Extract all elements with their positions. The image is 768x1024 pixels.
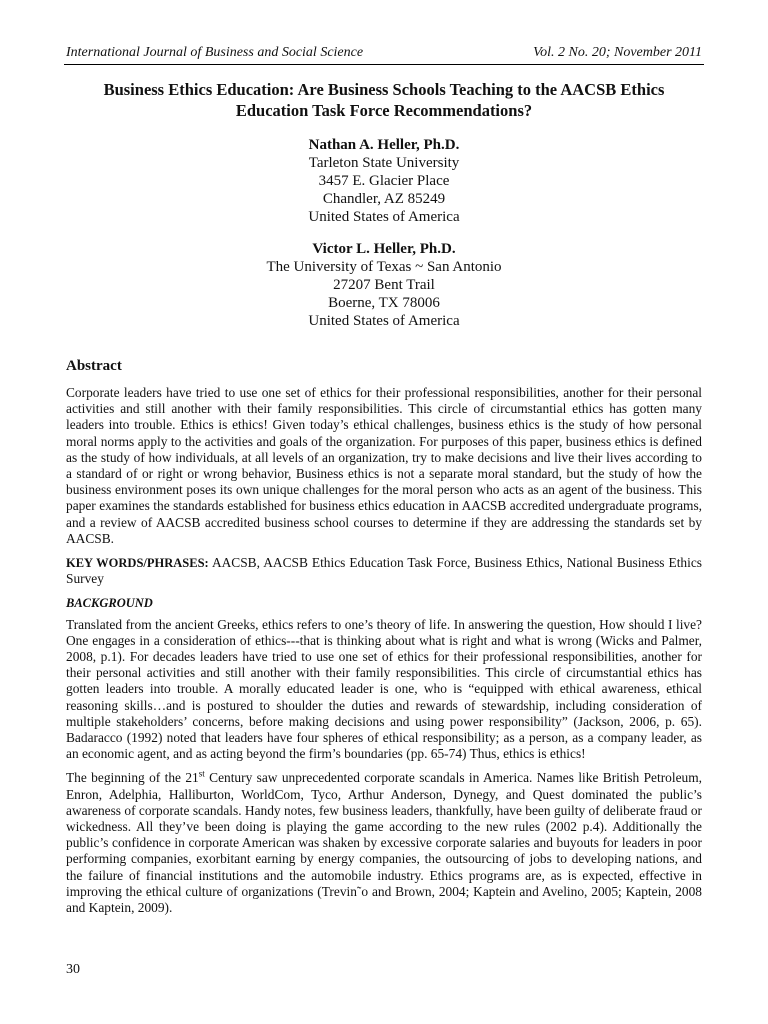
author-name: Nathan A. Heller, Ph.D.	[308, 137, 460, 153]
keywords	[66, 555, 702, 587]
author-country: United States of America	[308, 209, 460, 225]
abstract-heading: Abstract	[66, 358, 122, 374]
background-paragraph-2	[66, 770, 702, 916]
author-street: 3457 E. Glacier Place	[318, 173, 450, 189]
header-rule	[64, 64, 704, 65]
superscript-st: st	[198, 769, 205, 779]
journal-name: International Journal of Business and Social Science	[66, 45, 364, 60]
author-block	[0, 240, 768, 330]
author-street: 27207 Bent Trail	[333, 277, 435, 293]
author-country: United States of America	[308, 313, 460, 329]
background-paragraph-1: Translated from the ancient Greeks, ethics refers to one’s theory of life. In answering the question, How should I live? One engages in a consideration of ethics---that is thinking about what is right and what is wrong (Wicks and Palmer, 2008, p.1). For decades leaders have tried to use one set of ethics for their professional responsibilities, another for their personal activities and still another with their family responsibilities. This circle of circumstantial ethics has gotten leaders into trouble. A morally educated leader is one, who is “equipped with ethical awareness, ethical reasoning skills…and is postured to shoulder the duties and rewards of stewardship, including consideration of multiple stakeholders’ concerns, before making decisions and using power responsibility” (Jackson, 2006, p. 65). Badaracco (1992) noted that leaders have four spheres of ethical responsibility; as a person, as a company leader, as an economic agent, and as acting beyond the firm’s boundaries (pp. 65-74) Thus, ethics is ethics!	[66, 616, 702, 762]
body-content	[66, 357, 702, 924]
page-number: 30	[66, 962, 80, 977]
author-city: Chandler, AZ 85249	[322, 191, 446, 207]
abstract-text: Corporate leaders have tried to use one set of ethics for their professional responsibilities, another for their personal activities and still another with their family responsibilities. This circle of circumstantial ethics has gotten many leaders into trouble. Ethics is ethics! Given today’s ethical challenges, business ethics is the study of how personal moral norms apply to the activities and goals of the organization. For purposes of this paper, business ethics is defined as the study of how individuals, at all levels of an organization, try to make decisions and live their lives according to a standard of or right or wrong behavior, Business ethics is not a separate moral standard, but the study of how the business environment poses its own unique challenges for the moral person who acts as an agent of the business. This paper examines the standards established for business ethics education in AACSB accredited undergraduate programs, and a review of AACSB accredited business school courses to determine if they are addressing the standards set by AACSB.	[66, 385, 702, 546]
issue-info: Vol. 2 No. 20; November 2011	[533, 45, 702, 60]
author-affiliation: The University of Texas ~ San Antonio	[266, 259, 502, 275]
para2-start: The beginning of the 21	[66, 770, 199, 786]
author-list	[0, 136, 768, 344]
author-city: Boerne, TX 78006	[328, 295, 440, 311]
author-affiliation: Tarleton State University	[308, 155, 460, 171]
keywords-label: KEY WORDS/PHRASES:	[66, 556, 209, 571]
running-header	[66, 45, 702, 61]
paper-title: Business Ethics Education: Are Business Schools Teaching to the AACSB Ethics Education Task Force Recommendations?	[103, 80, 665, 120]
author-name: Victor L. Heller, Ph.D.	[312, 241, 456, 257]
keywords-text: AACSB, AACSB Ethics Education Task Force, Business Ethics, National Business Ethics Survey	[66, 555, 702, 587]
author-block	[0, 136, 768, 226]
background-heading: BACKGROUND	[66, 596, 153, 611]
para2-rest: Century saw unprecedented corporate scandals in America. Names like British Petroleum, Enron, Adelphia, Halliburton, WorldCom, Tyco, Arthur Anderson, Dynegy, and Quest dominated the public’s awareness of corporate scandals. Handy notes, few business leaders, thankfully, have been guilty of deliberate fraud or wickedness. All they’ve been doing is playing the game according to the new rules (2002 p.4). Additionally the public’s confidence in corporate American was shaken by excessive corporate salaries and buyouts for leaders in poor performing companies, exorbitant earning by energy companies, the outsourcing of jobs to developing nations, and the failure of financial institutions and the automobile industry. Ethics programs are, as is expected, effective in improving the ethical culture of organizations (Trevin˜o and Brown, 2004; Kaptein and Avelino, 2005; Kaptein, 2008 and Kaptein, 2009).	[66, 770, 702, 916]
